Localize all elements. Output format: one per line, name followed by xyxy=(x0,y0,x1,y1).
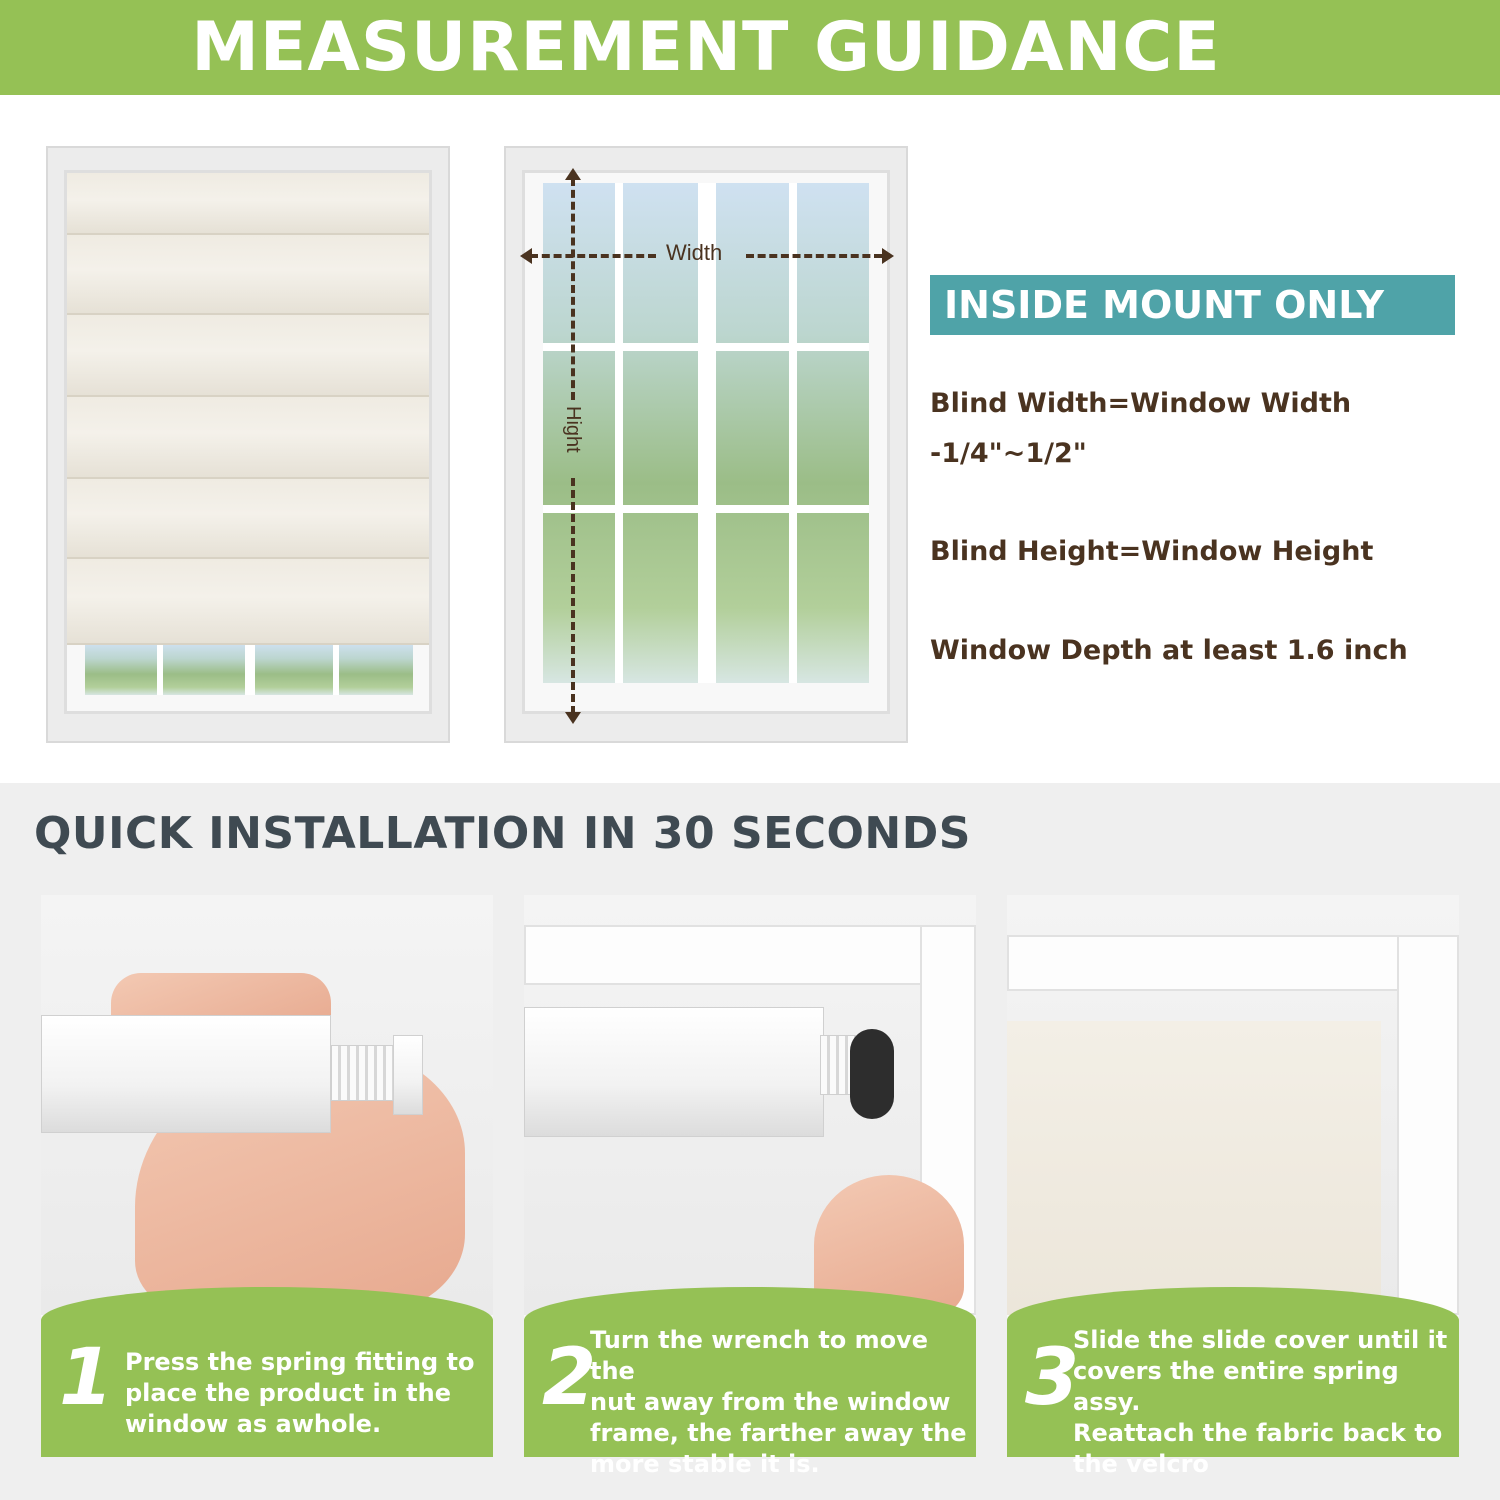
height-arrow-down-icon xyxy=(565,712,581,724)
width-dimension-line xyxy=(746,254,882,258)
window-frame xyxy=(64,170,432,714)
step-3-caption xyxy=(1007,1287,1459,1478)
roman-shade xyxy=(67,173,429,645)
spring-fitting xyxy=(331,1045,397,1101)
inside-mount-badge xyxy=(930,275,1455,335)
spring-cap xyxy=(393,1035,423,1115)
page-title: MEASUREMENT GUIDANCE xyxy=(191,8,1221,87)
step-1-photo xyxy=(41,895,493,1315)
height-label: Hight xyxy=(562,406,584,453)
spec-blind-height: Blind Height=Window Height xyxy=(930,536,1374,567)
installation-section xyxy=(0,783,1500,1500)
inside-mount-badge-label: INSIDE MOUNT ONLY xyxy=(944,283,1385,327)
window-trim xyxy=(1007,935,1459,991)
width-dimension-line xyxy=(530,254,656,258)
wrench xyxy=(850,1029,894,1119)
step-3-text: Slide the slide cover until it covers the entire spring assy. Reattach the fabric back to the velcro xyxy=(1073,1326,1448,1478)
header-banner xyxy=(0,0,1500,95)
step-1-text: Press the spring fitting to place the product in the window as awhole. xyxy=(125,1348,475,1438)
step-3-photo xyxy=(1007,895,1459,1315)
spec-width-tolerance: -1/4"~1/2" xyxy=(930,438,1087,469)
lower-window-glass xyxy=(85,643,413,695)
step-2-text: Turn the wrench to move the nut away from the window frame, the farther away the more stable it is. xyxy=(590,1326,967,1478)
measurement-section xyxy=(0,95,1500,783)
step-1-caption xyxy=(41,1287,493,1457)
step-3-number: 3 xyxy=(1025,1333,1080,1423)
spec-blind-width: Blind Width=Window Width xyxy=(930,388,1352,419)
installation-title: QUICK INSTALLATION IN 30 SECONDS xyxy=(34,808,971,859)
step-card-3 xyxy=(1007,895,1459,1478)
width-arrow-right-icon xyxy=(882,248,894,264)
height-dimension-line xyxy=(571,478,575,714)
step-2-caption xyxy=(524,1287,976,1478)
step-2-photo xyxy=(524,895,976,1315)
headrail xyxy=(524,1007,824,1137)
step-card-1 xyxy=(41,895,493,1457)
step-1-number: 1 xyxy=(59,1333,114,1423)
width-label: Width xyxy=(666,240,723,265)
height-dimension-line xyxy=(571,178,575,400)
shade-fabric xyxy=(1007,1021,1381,1315)
measure-window-image xyxy=(504,146,908,743)
step-2-number: 2 xyxy=(542,1333,597,1423)
spec-window-depth: Window Depth at least 1.6 inch xyxy=(930,635,1408,666)
window-trim xyxy=(524,925,976,985)
window-trim xyxy=(1397,935,1459,1315)
step-card-2 xyxy=(524,895,976,1478)
shaded-window-image xyxy=(46,146,450,743)
headrail xyxy=(41,1015,331,1133)
